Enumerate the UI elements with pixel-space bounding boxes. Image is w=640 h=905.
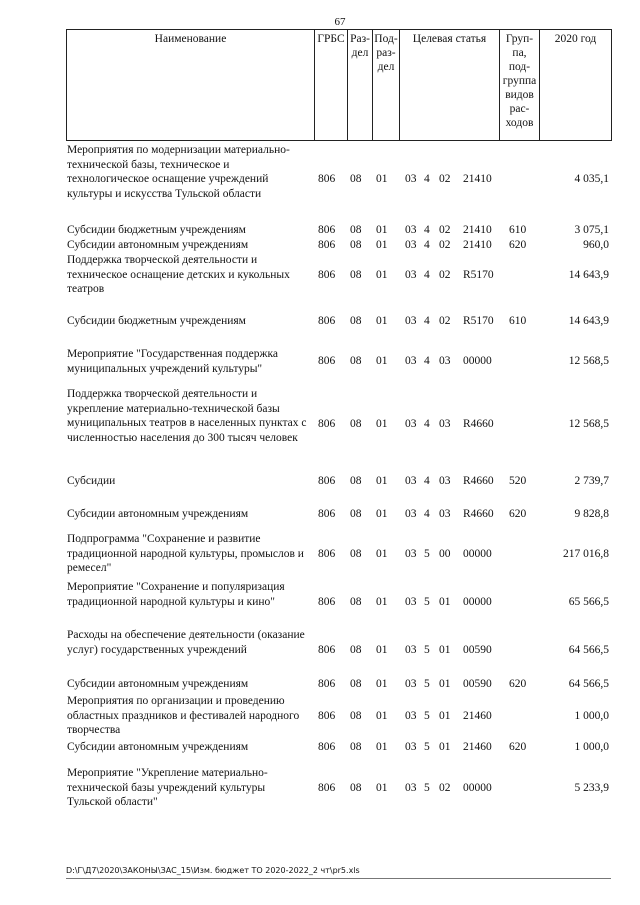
row-podrazdel: 01 <box>376 678 388 690</box>
row-grbs: 806 <box>318 269 336 281</box>
row-cs-program: 03 <box>405 548 417 560</box>
row-podrazdel: 01 <box>376 239 388 251</box>
row-amount: 3 075,1 <box>574 224 609 236</box>
row-podrazdel: 01 <box>376 475 388 487</box>
table-header <box>66 29 612 141</box>
row-name: Мероприятие "Укрепление материально-технической базы учреждений культуры Тульской области" <box>67 767 268 808</box>
row-cs-direction: 21410 <box>463 173 492 185</box>
row-cs-direction: R4660 <box>463 508 494 520</box>
row-name: Субсидии автономным учреждениям <box>67 239 249 251</box>
row-expense-type: 610 <box>509 315 527 327</box>
row-podrazdel: 01 <box>376 710 388 722</box>
row-cs-event: 01 <box>439 644 451 656</box>
row-razdel: 08 <box>350 508 362 520</box>
row-cs-event: 02 <box>439 269 451 281</box>
row-razdel: 08 <box>350 596 362 608</box>
file-path-footer: D:\Г\Д7\2020\ЗАКОНЫ\ЗАС_15\Изм. бюджет ТО 2020-2022_2 чт\pr5.xls <box>66 866 360 875</box>
row-cs-program: 03 <box>405 508 417 520</box>
row-podrazdel: 01 <box>376 548 388 560</box>
row-expense-type: 620 <box>509 239 527 251</box>
row-cs-program: 03 <box>405 644 417 656</box>
row-cs-subprogram: 4 <box>424 355 430 367</box>
row-cs-direction: 00000 <box>463 596 492 608</box>
row-cs-subprogram: 5 <box>424 678 430 690</box>
row-cs-subprogram: 4 <box>424 224 430 236</box>
row-cs-program: 03 <box>405 355 417 367</box>
row-amount: 960,0 <box>583 239 609 251</box>
row-cs-direction: 21460 <box>463 710 492 722</box>
row-grbs: 806 <box>318 355 336 367</box>
row-podrazdel: 01 <box>376 508 388 520</box>
row-cs-direction: 00000 <box>463 782 492 794</box>
row-razdel: 08 <box>350 269 362 281</box>
row-cs-subprogram: 5 <box>424 741 430 753</box>
row-cs-subprogram: 5 <box>424 782 430 794</box>
row-grbs: 806 <box>318 678 336 690</box>
row-cs-program: 03 <box>405 475 417 487</box>
row-name: Мероприятие "Сохранение и популяризация традиционной народной культуры и кино" <box>67 581 285 608</box>
row-grbs: 806 <box>318 418 336 430</box>
row-amount: 2 739,7 <box>574 475 609 487</box>
row-amount: 14 643,9 <box>568 315 609 327</box>
row-razdel: 08 <box>350 418 362 430</box>
row-cs-subprogram: 4 <box>424 475 430 487</box>
row-cs-event: 01 <box>439 710 451 722</box>
row-cs-program: 03 <box>405 315 417 327</box>
row-razdel: 08 <box>350 644 362 656</box>
row-grbs: 806 <box>318 239 336 251</box>
row-cs-event: 01 <box>439 678 451 690</box>
row-name: Подпрограмма "Сохранение и развитие традиционной народной культуры, промыслов и ремесел" <box>67 533 304 574</box>
header-podrazdel: Под-раз-дел <box>373 30 400 141</box>
row-razdel: 08 <box>350 475 362 487</box>
row-grbs: 806 <box>318 475 336 487</box>
row-cs-event: 02 <box>439 173 451 185</box>
row-name: Субсидии <box>67 475 116 487</box>
row-grbs: 806 <box>318 596 336 608</box>
row-expense-type: 620 <box>509 678 527 690</box>
row-razdel: 08 <box>350 355 362 367</box>
row-name: Субсидии автономным учреждениям <box>67 741 249 753</box>
row-cs-direction: 21460 <box>463 741 492 753</box>
row-cs-subprogram: 5 <box>424 548 430 560</box>
row-cs-event: 03 <box>439 355 451 367</box>
row-podrazdel: 01 <box>376 269 388 281</box>
row-cs-direction: 21410 <box>463 239 492 251</box>
header-grbs: ГРБС <box>315 30 348 141</box>
row-grbs: 806 <box>318 710 336 722</box>
row-name: Поддержка творческой деятельности и укрепление материально-технической базы муниципальных театров в населенных пунктах с численностью населения до 300 тысяч человек <box>67 388 307 444</box>
row-name: Мероприятие "Государственная поддержка муниципальных учреждений культуры" <box>67 348 279 375</box>
row-expense-type: 520 <box>509 475 527 487</box>
row-razdel: 08 <box>350 710 362 722</box>
row-podrazdel: 01 <box>376 596 388 608</box>
header-target-article: Целевая статья <box>400 30 500 141</box>
row-amount: 64 566,5 <box>568 644 609 656</box>
row-cs-subprogram: 4 <box>424 418 430 430</box>
row-name: Поддержка творческой деятельности и техническое оснащение детских и кукольных театров <box>67 254 290 295</box>
header-expense-group: Груп-па, под-группа видов рас-ходов <box>500 30 540 141</box>
row-grbs: 806 <box>318 224 336 236</box>
row-podrazdel: 01 <box>376 224 388 236</box>
row-cs-direction: R4660 <box>463 418 494 430</box>
row-cs-event: 00 <box>439 548 451 560</box>
row-cs-direction: 00000 <box>463 355 492 367</box>
row-amount: 4 035,1 <box>574 173 609 185</box>
row-cs-subprogram: 4 <box>424 315 430 327</box>
row-expense-type: 610 <box>509 224 527 236</box>
row-amount: 65 566,5 <box>568 596 609 608</box>
row-name: Субсидии автономным учреждениям <box>67 508 249 520</box>
row-grbs: 806 <box>318 782 336 794</box>
row-amount: 1 000,0 <box>574 710 609 722</box>
row-name: Мероприятия по модернизации материально-технической базы, техническое и технологическое оснащение учреждений культуры и искусства Тульской области <box>67 144 290 200</box>
row-cs-subprogram: 4 <box>424 239 430 251</box>
row-name: Субсидии бюджетным учреждениям <box>67 224 246 236</box>
row-cs-direction: 21410 <box>463 224 492 236</box>
row-amount: 5 233,9 <box>574 782 609 794</box>
row-cs-direction: 00590 <box>463 678 492 690</box>
row-cs-program: 03 <box>405 678 417 690</box>
row-cs-event: 03 <box>439 418 451 430</box>
row-cs-subprogram: 4 <box>424 173 430 185</box>
row-cs-subprogram: 5 <box>424 710 430 722</box>
row-grbs: 806 <box>318 315 336 327</box>
row-cs-subprogram: 4 <box>424 508 430 520</box>
row-cs-subprogram: 4 <box>424 269 430 281</box>
row-razdel: 08 <box>350 678 362 690</box>
row-podrazdel: 01 <box>376 741 388 753</box>
row-cs-direction: R5170 <box>463 315 494 327</box>
row-cs-program: 03 <box>405 741 417 753</box>
row-cs-program: 03 <box>405 418 417 430</box>
row-cs-program: 03 <box>405 224 417 236</box>
row-cs-event: 02 <box>439 224 451 236</box>
row-razdel: 08 <box>350 224 362 236</box>
row-razdel: 08 <box>350 239 362 251</box>
row-razdel: 08 <box>350 782 362 794</box>
row-cs-event: 03 <box>439 475 451 487</box>
row-grbs: 806 <box>318 508 336 520</box>
row-cs-subprogram: 5 <box>424 596 430 608</box>
header-year: 2020 год <box>540 30 612 141</box>
row-cs-program: 03 <box>405 239 417 251</box>
row-cs-event: 02 <box>439 315 451 327</box>
row-expense-type: 620 <box>509 741 527 753</box>
row-name: Расходы на обеспечение деятельности (оказание услуг) государственных учреждений <box>67 629 305 656</box>
row-cs-event: 02 <box>439 782 451 794</box>
row-grbs: 806 <box>318 548 336 560</box>
row-amount: 14 643,9 <box>568 269 609 281</box>
row-cs-event: 01 <box>439 741 451 753</box>
row-razdel: 08 <box>350 173 362 185</box>
row-cs-direction: R5170 <box>463 269 494 281</box>
row-amount: 1 000,0 <box>574 741 609 753</box>
row-cs-event: 01 <box>439 596 451 608</box>
row-cs-program: 03 <box>405 173 417 185</box>
row-grbs: 806 <box>318 644 336 656</box>
row-amount: 9 828,8 <box>574 508 609 520</box>
row-cs-event: 03 <box>439 508 451 520</box>
row-expense-type: 620 <box>509 508 527 520</box>
footer-divider <box>66 878 611 879</box>
row-razdel: 08 <box>350 741 362 753</box>
row-cs-direction: R4660 <box>463 475 494 487</box>
row-grbs: 806 <box>318 173 336 185</box>
row-cs-direction: 00000 <box>463 548 492 560</box>
row-cs-direction: 00590 <box>463 644 492 656</box>
header-razdel: Раз-дел <box>348 30 373 141</box>
row-amount: 12 568,5 <box>568 355 609 367</box>
row-cs-program: 03 <box>405 596 417 608</box>
row-name: Мероприятия по организации и проведению областных праздников и фестивалей народного творчества <box>67 695 300 736</box>
row-podrazdel: 01 <box>376 173 388 185</box>
row-cs-event: 02 <box>439 239 451 251</box>
row-cs-program: 03 <box>405 782 417 794</box>
row-razdel: 08 <box>350 315 362 327</box>
row-cs-program: 03 <box>405 710 417 722</box>
header-name: Наименование <box>67 30 315 141</box>
row-podrazdel: 01 <box>376 644 388 656</box>
row-amount: 217 016,8 <box>563 548 609 560</box>
row-amount: 12 568,5 <box>568 418 609 430</box>
row-cs-subprogram: 5 <box>424 644 430 656</box>
row-grbs: 806 <box>318 741 336 753</box>
row-cs-program: 03 <box>405 269 417 281</box>
row-podrazdel: 01 <box>376 355 388 367</box>
row-razdel: 08 <box>350 548 362 560</box>
row-podrazdel: 01 <box>376 315 388 327</box>
row-name: Субсидии бюджетным учреждениям <box>67 315 246 327</box>
row-name: Субсидии автономным учреждениям <box>67 678 249 690</box>
row-podrazdel: 01 <box>376 782 388 794</box>
row-podrazdel: 01 <box>376 418 388 430</box>
row-amount: 64 566,5 <box>568 678 609 690</box>
page-number: 67 <box>334 16 346 28</box>
